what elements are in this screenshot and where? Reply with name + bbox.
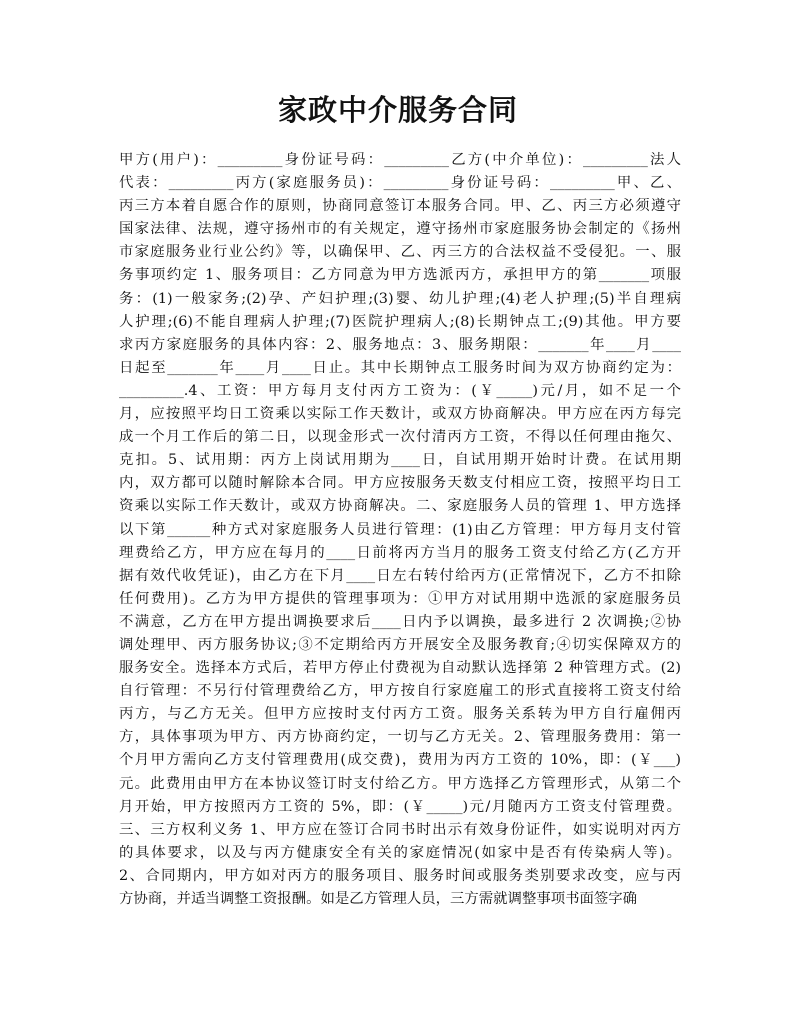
body-line: 克扣。5、试用期：丙方上岗试用期为____日，自试用期开始时计费。在试用期: [119, 452, 681, 469]
body-line: 内，双方都可以随时解除本合同。甲方应按服务天数支付相应工资，按照平均日工: [119, 475, 681, 492]
body-line: 人护理;(6)不能自理病人护理;(7)医院护理病人;(8)长期钟点工;(9)其他。甲方要: [119, 313, 681, 330]
body-line: 资乘以实际工作天数计，或双方协商解决。二、家庭服务人员的管理 1、甲方选择: [119, 498, 681, 515]
body-line: 方协商，并适当调整工资报酬。如是乙方管理人员，三方需就调整事项书面签字确: [119, 891, 638, 907]
body-line: 方，具体事项为甲方、丙方协商约定，一切与乙方无关。2、管理服务费用：第一: [119, 729, 681, 746]
body-line: 丙方，与乙方无关。但甲方应按时支付丙方工资。服务关系转为甲方自行雇佣丙: [119, 706, 681, 723]
body-line: 甲方(用户)：_________身份证号码：_________乙方(中介单位)：_________法人: [119, 152, 681, 168]
body-line: 务事项约定 1、服务项目：乙方同意为甲方选派丙方，承担甲方的第_______项服: [119, 267, 681, 284]
body-line: 的具体要求，以及与丙方健康安全有关的家庭情况(如家中是否有传染病人等)。: [119, 844, 681, 861]
body-line: 丙三方本着自愿合作的原则，协商同意签订本服务合同。甲、乙、丙三方必须遵守: [119, 198, 681, 215]
body-line: 求丙方家庭服务的具体内容：2、服务地点：3、服务期限：_______年____月____: [119, 336, 681, 353]
body-line: 国家法律、法规，遵守扬州市的有关规定，遵守扬州市家庭服务协会制定的《扬州: [119, 221, 681, 238]
body-line: 月开始，甲方按照丙方工资的 5%，即：(￥_____)元/月随丙方工资支付管理费。: [119, 798, 681, 815]
body-line: 月，应按照平均日工资乘以实际工作天数计，或双方协商解决。甲方应在丙方每完: [119, 406, 681, 423]
body-line: 据有效代收凭证)，由乙方在下月____日左右转付给丙方(正常情况下，乙方不扣除: [119, 567, 681, 584]
body-line: 自行管理：不另行付管理费给乙方，甲方按自行家庭雇工的形式直接将工资支付给: [119, 683, 681, 700]
body-line: 个月甲方需向乙方支付管理费用(成交费)，费用为丙方工资的 10%，即：(￥___): [119, 752, 681, 769]
body-line: 2、合同期内，甲方如对丙方的服务项目、服务时间或服务类别要求改变，应与丙: [119, 867, 681, 884]
body-line: 不满意，乙方在甲方提出调换要求后____日内予以调换，最多进行 2 次调换;②协: [119, 613, 681, 630]
body-line: 任何费用)。乙方为甲方提供的管理事项为：①甲方对试用期中选派的家庭服务员: [119, 590, 681, 607]
contract-body: [119, 149, 681, 911]
body-line: 调处理甲、丙方服务协议;③不定期给丙方开展安全及服务教育;④切实保障双方的: [119, 636, 681, 653]
body-line: 市家庭服务业行业公约》等，以确保甲、乙、丙三方的合法权益不受侵犯。一、服: [119, 244, 681, 261]
body-line: 成一个月工作后的第二日，以现金形式一次付清丙方工资，不得以任何理由拖欠、: [119, 429, 681, 446]
body-line: 日起至_______年____月____日止。其中长期钟点工服务时间为双方协商约定为：: [119, 359, 681, 376]
body-line: 元。此费用由甲方在本协议签订时支付给乙方。甲方选择乙方管理形式，从第二个: [119, 775, 681, 792]
body-line: 以下第______种方式对家庭服务人员进行管理：(1)由乙方管理：甲方每月支付管: [119, 521, 681, 538]
body-line: 务：(1)一般家务;(2)孕、产妇护理;(3)婴、幼儿护理;(4)老人护理;(5)半自理病: [119, 290, 681, 307]
body-line: _________.4、工资：甲方每月支付丙方工资为：(￥_____)元/月，如不足一个: [119, 382, 681, 399]
body-line: 理费给乙方，甲方应在每月的____日前将丙方当月的服务工资支付给乙方(乙方开: [119, 544, 681, 561]
body-line: 服务安全。选择本方式后，若甲方停止付费视为自动默认选择第 2 种管理方式。(2): [119, 660, 681, 677]
document-title: 家政中介服务合同: [277, 93, 518, 127]
body-line: 三、三方权利义务 1、甲方应在签订合同书时出示有效身份证件，如实说明对丙方: [119, 821, 681, 838]
body-line: 代表：_________丙方(家庭服务员)：_________身份证号码：_________甲、乙、: [119, 175, 681, 192]
